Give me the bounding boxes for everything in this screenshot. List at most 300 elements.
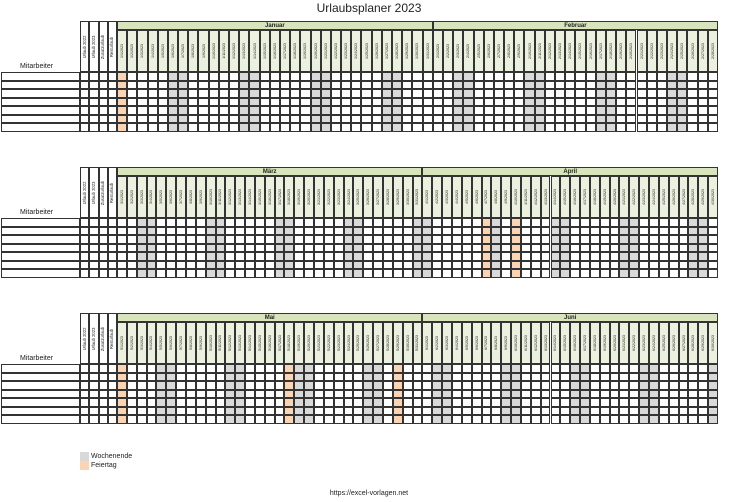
day-cell[interactable]	[600, 398, 610, 407]
day-cell[interactable]	[600, 235, 610, 244]
day-cell[interactable]	[590, 227, 600, 236]
day-cell[interactable]	[600, 244, 610, 253]
day-cell[interactable]	[491, 364, 501, 373]
day-cell[interactable]	[314, 244, 324, 253]
weekend-cell[interactable]	[206, 235, 216, 244]
day-cell[interactable]	[659, 269, 669, 278]
day-cell[interactable]	[393, 269, 403, 278]
day-cell[interactable]	[521, 407, 531, 416]
day-cell[interactable]	[196, 269, 206, 278]
weekend-cell[interactable]	[422, 252, 432, 261]
weekend-cell[interactable]	[304, 381, 314, 390]
day-cell[interactable]	[590, 390, 600, 399]
weekend-cell[interactable]	[698, 244, 708, 253]
day-cell[interactable]	[531, 398, 541, 407]
day-cell[interactable]	[541, 373, 551, 382]
weekend-cell[interactable]	[639, 381, 649, 390]
weekend-cell[interactable]	[344, 252, 354, 261]
day-cell[interactable]	[196, 252, 206, 261]
day-cell[interactable]	[353, 415, 363, 424]
day-cell[interactable]	[265, 218, 275, 227]
day-cell[interactable]	[541, 218, 551, 227]
day-cell[interactable]	[324, 398, 334, 407]
day-cell[interactable]	[698, 390, 708, 399]
day-cell[interactable]	[442, 235, 452, 244]
weekend-cell[interactable]	[304, 398, 314, 407]
day-cell[interactable]	[156, 218, 166, 227]
day-cell[interactable]	[413, 390, 423, 399]
day-cell[interactable]	[393, 244, 403, 253]
balance-cell[interactable]	[108, 252, 117, 261]
day-cell[interactable]	[669, 261, 679, 270]
day-cell[interactable]	[669, 398, 679, 407]
day-cell[interactable]	[600, 373, 610, 382]
day-cell[interactable]	[590, 252, 600, 261]
day-cell[interactable]	[413, 364, 423, 373]
day-cell[interactable]	[265, 252, 275, 261]
balance-cell[interactable]	[80, 390, 89, 399]
day-cell[interactable]	[403, 398, 413, 407]
day-cell[interactable]	[324, 373, 334, 382]
day-cell[interactable]	[452, 269, 462, 278]
holiday-cell[interactable]	[393, 415, 403, 424]
day-cell[interactable]	[147, 364, 157, 373]
day-cell[interactable]	[531, 373, 541, 382]
weekend-cell[interactable]	[629, 252, 639, 261]
day-cell[interactable]	[353, 373, 363, 382]
day-cell[interactable]	[521, 235, 531, 244]
day-cell[interactable]	[196, 398, 206, 407]
weekend-cell[interactable]	[570, 381, 580, 390]
weekend-cell[interactable]	[688, 218, 698, 227]
day-cell[interactable]	[265, 235, 275, 244]
weekend-cell[interactable]	[629, 235, 639, 244]
weekend-cell[interactable]	[580, 390, 590, 399]
day-cell[interactable]	[590, 218, 600, 227]
weekend-cell[interactable]	[649, 407, 659, 416]
weekend-cell[interactable]	[304, 390, 314, 399]
day-cell[interactable]	[127, 261, 137, 270]
day-cell[interactable]	[432, 261, 442, 270]
balance-cell[interactable]	[108, 373, 117, 382]
day-cell[interactable]	[117, 235, 127, 244]
day-cell[interactable]	[698, 415, 708, 424]
day-cell[interactable]	[196, 364, 206, 373]
day-cell[interactable]	[324, 227, 334, 236]
day-cell[interactable]	[649, 269, 659, 278]
holiday-cell[interactable]	[511, 227, 521, 236]
balance-cell[interactable]	[99, 381, 108, 390]
day-cell[interactable]	[186, 269, 196, 278]
day-cell[interactable]	[649, 235, 659, 244]
weekend-cell[interactable]	[156, 415, 166, 424]
day-cell[interactable]	[659, 407, 669, 416]
day-cell[interactable]	[363, 235, 373, 244]
weekend-cell[interactable]	[432, 390, 442, 399]
day-cell[interactable]	[452, 235, 462, 244]
day-cell[interactable]	[344, 407, 354, 416]
employee-name-cell[interactable]	[1, 407, 80, 416]
weekend-cell[interactable]	[491, 252, 501, 261]
balance-cell[interactable]	[108, 364, 117, 373]
day-cell[interactable]	[255, 261, 265, 270]
weekend-cell[interactable]	[422, 261, 432, 270]
day-cell[interactable]	[206, 398, 216, 407]
day-cell[interactable]	[610, 407, 620, 416]
day-cell[interactable]	[432, 227, 442, 236]
weekend-cell[interactable]	[442, 364, 452, 373]
day-cell[interactable]	[334, 227, 344, 236]
day-cell[interactable]	[186, 244, 196, 253]
day-cell[interactable]	[304, 269, 314, 278]
weekend-cell[interactable]	[304, 373, 314, 382]
day-cell[interactable]	[600, 381, 610, 390]
day-cell[interactable]	[225, 269, 235, 278]
day-cell[interactable]	[166, 227, 176, 236]
employee-name-cell[interactable]	[1, 252, 80, 261]
day-cell[interactable]	[688, 390, 698, 399]
day-cell[interactable]	[551, 398, 561, 407]
weekend-cell[interactable]	[570, 398, 580, 407]
day-cell[interactable]	[580, 235, 590, 244]
weekend-cell[interactable]	[649, 364, 659, 373]
day-cell[interactable]	[629, 381, 639, 390]
day-cell[interactable]	[659, 364, 669, 373]
weekend-cell[interactable]	[511, 381, 521, 390]
day-cell[interactable]	[127, 218, 137, 227]
weekend-cell[interactable]	[225, 381, 235, 390]
weekend-cell[interactable]	[147, 269, 157, 278]
balance-cell[interactable]	[89, 381, 98, 390]
day-cell[interactable]	[324, 218, 334, 227]
day-cell[interactable]	[600, 364, 610, 373]
day-cell[interactable]	[432, 235, 442, 244]
weekend-cell[interactable]	[344, 227, 354, 236]
day-cell[interactable]	[186, 235, 196, 244]
day-cell[interactable]	[600, 218, 610, 227]
weekend-cell[interactable]	[688, 235, 698, 244]
day-cell[interactable]	[551, 407, 561, 416]
holiday-cell[interactable]	[482, 269, 492, 278]
weekend-cell[interactable]	[511, 407, 521, 416]
day-cell[interactable]	[541, 235, 551, 244]
day-cell[interactable]	[127, 407, 137, 416]
weekend-cell[interactable]	[353, 235, 363, 244]
weekend-cell[interactable]	[708, 415, 718, 424]
weekend-cell[interactable]	[344, 218, 354, 227]
day-cell[interactable]	[541, 407, 551, 416]
weekend-cell[interactable]	[570, 415, 580, 424]
day-cell[interactable]	[590, 235, 600, 244]
balance-cell[interactable]	[108, 227, 117, 236]
day-cell[interactable]	[353, 398, 363, 407]
day-cell[interactable]	[196, 390, 206, 399]
day-cell[interactable]	[698, 398, 708, 407]
weekend-cell[interactable]	[491, 218, 501, 227]
day-cell[interactable]	[649, 227, 659, 236]
day-cell[interactable]	[344, 415, 354, 424]
weekend-cell[interactable]	[639, 364, 649, 373]
day-cell[interactable]	[403, 269, 413, 278]
weekend-cell[interactable]	[619, 261, 629, 270]
weekend-cell[interactable]	[206, 252, 216, 261]
weekend-cell[interactable]	[688, 227, 698, 236]
weekend-cell[interactable]	[551, 269, 561, 278]
day-cell[interactable]	[137, 381, 147, 390]
day-cell[interactable]	[117, 227, 127, 236]
day-cell[interactable]	[669, 269, 679, 278]
weekend-cell[interactable]	[432, 415, 442, 424]
weekend-cell[interactable]	[639, 373, 649, 382]
day-cell[interactable]	[462, 235, 472, 244]
weekend-cell[interactable]	[639, 407, 649, 416]
weekend-cell[interactable]	[688, 252, 698, 261]
weekend-cell[interactable]	[432, 381, 442, 390]
day-cell[interactable]	[334, 252, 344, 261]
day-cell[interactable]	[334, 269, 344, 278]
day-cell[interactable]	[363, 244, 373, 253]
day-cell[interactable]	[206, 415, 216, 424]
day-cell[interactable]	[413, 398, 423, 407]
day-cell[interactable]	[245, 244, 255, 253]
day-cell[interactable]	[413, 381, 423, 390]
day-cell[interactable]	[491, 407, 501, 416]
day-cell[interactable]	[639, 269, 649, 278]
day-cell[interactable]	[383, 235, 393, 244]
day-cell[interactable]	[452, 218, 462, 227]
balance-cell[interactable]	[99, 235, 108, 244]
day-cell[interactable]	[570, 261, 580, 270]
weekend-cell[interactable]	[363, 390, 373, 399]
weekend-cell[interactable]	[294, 390, 304, 399]
day-cell[interactable]	[265, 269, 275, 278]
day-cell[interactable]	[314, 415, 324, 424]
day-cell[interactable]	[206, 373, 216, 382]
weekend-cell[interactable]	[225, 415, 235, 424]
day-cell[interactable]	[491, 390, 501, 399]
holiday-cell[interactable]	[482, 252, 492, 261]
weekend-cell[interactable]	[304, 415, 314, 424]
holiday-cell[interactable]	[284, 364, 294, 373]
day-cell[interactable]	[541, 244, 551, 253]
day-cell[interactable]	[334, 407, 344, 416]
day-cell[interactable]	[610, 244, 620, 253]
balance-cell[interactable]	[99, 407, 108, 416]
weekend-cell[interactable]	[353, 244, 363, 253]
day-cell[interactable]	[491, 415, 501, 424]
day-cell[interactable]	[472, 381, 482, 390]
day-cell[interactable]	[649, 261, 659, 270]
weekend-cell[interactable]	[363, 407, 373, 416]
balance-cell[interactable]	[89, 227, 98, 236]
weekend-cell[interactable]	[206, 244, 216, 253]
weekend-cell[interactable]	[570, 407, 580, 416]
weekend-cell[interactable]	[235, 407, 245, 416]
day-cell[interactable]	[669, 373, 679, 382]
day-cell[interactable]	[166, 269, 176, 278]
day-cell[interactable]	[472, 373, 482, 382]
day-cell[interactable]	[147, 381, 157, 390]
day-cell[interactable]	[235, 227, 245, 236]
weekend-cell[interactable]	[422, 227, 432, 236]
holiday-cell[interactable]	[393, 373, 403, 382]
weekend-cell[interactable]	[147, 227, 157, 236]
day-cell[interactable]	[482, 364, 492, 373]
day-cell[interactable]	[659, 261, 669, 270]
day-cell[interactable]	[304, 227, 314, 236]
day-cell[interactable]	[413, 407, 423, 416]
day-cell[interactable]	[245, 381, 255, 390]
day-cell[interactable]	[127, 244, 137, 253]
day-cell[interactable]	[462, 244, 472, 253]
weekend-cell[interactable]	[501, 415, 511, 424]
day-cell[interactable]	[255, 235, 265, 244]
day-cell[interactable]	[659, 252, 669, 261]
day-cell[interactable]	[452, 227, 462, 236]
day-cell[interactable]	[127, 373, 137, 382]
holiday-cell[interactable]	[117, 398, 127, 407]
day-cell[interactable]	[304, 244, 314, 253]
weekend-cell[interactable]	[511, 398, 521, 407]
day-cell[interactable]	[324, 415, 334, 424]
weekend-cell[interactable]	[373, 364, 383, 373]
weekend-cell[interactable]	[206, 261, 216, 270]
day-cell[interactable]	[590, 269, 600, 278]
day-cell[interactable]	[363, 261, 373, 270]
day-cell[interactable]	[482, 373, 492, 382]
balance-cell[interactable]	[99, 390, 108, 399]
day-cell[interactable]	[570, 252, 580, 261]
day-cell[interactable]	[147, 390, 157, 399]
weekend-cell[interactable]	[708, 373, 718, 382]
day-cell[interactable]	[186, 373, 196, 382]
day-cell[interactable]	[679, 373, 689, 382]
day-cell[interactable]	[521, 373, 531, 382]
weekend-cell[interactable]	[501, 390, 511, 399]
weekend-cell[interactable]	[147, 252, 157, 261]
balance-cell[interactable]	[89, 390, 98, 399]
day-cell[interactable]	[137, 407, 147, 416]
holiday-cell[interactable]	[117, 415, 127, 424]
employee-name-cell[interactable]	[1, 398, 80, 407]
weekend-cell[interactable]	[432, 398, 442, 407]
day-cell[interactable]	[147, 415, 157, 424]
day-cell[interactable]	[324, 235, 334, 244]
weekend-cell[interactable]	[344, 261, 354, 270]
day-cell[interactable]	[344, 364, 354, 373]
day-cell[interactable]	[619, 373, 629, 382]
day-cell[interactable]	[560, 407, 570, 416]
day-cell[interactable]	[551, 373, 561, 382]
balance-cell[interactable]	[99, 415, 108, 424]
weekend-cell[interactable]	[619, 218, 629, 227]
holiday-cell[interactable]	[393, 390, 403, 399]
holiday-cell[interactable]	[284, 381, 294, 390]
day-cell[interactable]	[196, 407, 206, 416]
day-cell[interactable]	[403, 261, 413, 270]
day-cell[interactable]	[501, 227, 511, 236]
weekend-cell[interactable]	[511, 390, 521, 399]
day-cell[interactable]	[334, 415, 344, 424]
day-cell[interactable]	[659, 390, 669, 399]
day-cell[interactable]	[619, 364, 629, 373]
day-cell[interactable]	[452, 244, 462, 253]
day-cell[interactable]	[432, 244, 442, 253]
day-cell[interactable]	[314, 261, 324, 270]
day-cell[interactable]	[659, 218, 669, 227]
employee-name-cell[interactable]	[1, 235, 80, 244]
day-cell[interactable]	[383, 244, 393, 253]
day-cell[interactable]	[679, 415, 689, 424]
day-cell[interactable]	[432, 269, 442, 278]
weekend-cell[interactable]	[225, 373, 235, 382]
weekend-cell[interactable]	[580, 373, 590, 382]
day-cell[interactable]	[698, 407, 708, 416]
day-cell[interactable]	[629, 390, 639, 399]
weekend-cell[interactable]	[235, 381, 245, 390]
day-cell[interactable]	[403, 415, 413, 424]
weekend-cell[interactable]	[619, 227, 629, 236]
weekend-cell[interactable]	[629, 261, 639, 270]
day-cell[interactable]	[235, 269, 245, 278]
weekend-cell[interactable]	[147, 261, 157, 270]
employee-name-cell[interactable]	[1, 244, 80, 253]
weekend-cell[interactable]	[373, 407, 383, 416]
day-cell[interactable]	[166, 218, 176, 227]
day-cell[interactable]	[590, 381, 600, 390]
day-cell[interactable]	[541, 364, 551, 373]
day-cell[interactable]	[216, 415, 226, 424]
day-cell[interactable]	[216, 407, 226, 416]
day-cell[interactable]	[373, 261, 383, 270]
day-cell[interactable]	[619, 407, 629, 416]
weekend-cell[interactable]	[156, 364, 166, 373]
day-cell[interactable]	[393, 235, 403, 244]
weekend-cell[interactable]	[284, 261, 294, 270]
holiday-cell[interactable]	[482, 227, 492, 236]
day-cell[interactable]	[619, 398, 629, 407]
day-cell[interactable]	[462, 415, 472, 424]
balance-cell[interactable]	[99, 373, 108, 382]
day-cell[interactable]	[255, 252, 265, 261]
weekend-cell[interactable]	[501, 407, 511, 416]
day-cell[interactable]	[472, 390, 482, 399]
balance-cell[interactable]	[99, 398, 108, 407]
day-cell[interactable]	[245, 252, 255, 261]
day-cell[interactable]	[452, 390, 462, 399]
holiday-cell[interactable]	[284, 415, 294, 424]
weekend-cell[interactable]	[649, 398, 659, 407]
day-cell[interactable]	[442, 244, 452, 253]
day-cell[interactable]	[679, 269, 689, 278]
day-cell[interactable]	[225, 244, 235, 253]
day-cell[interactable]	[541, 252, 551, 261]
weekend-cell[interactable]	[501, 364, 511, 373]
day-cell[interactable]	[166, 252, 176, 261]
day-cell[interactable]	[590, 244, 600, 253]
weekend-cell[interactable]	[166, 381, 176, 390]
day-cell[interactable]	[541, 415, 551, 424]
day-cell[interactable]	[117, 269, 127, 278]
holiday-cell[interactable]	[393, 398, 403, 407]
balance-cell[interactable]	[80, 364, 89, 373]
day-cell[interactable]	[521, 398, 531, 407]
day-cell[interactable]	[462, 364, 472, 373]
balance-cell[interactable]	[89, 398, 98, 407]
weekend-cell[interactable]	[708, 390, 718, 399]
day-cell[interactable]	[541, 398, 551, 407]
weekend-cell[interactable]	[560, 227, 570, 236]
